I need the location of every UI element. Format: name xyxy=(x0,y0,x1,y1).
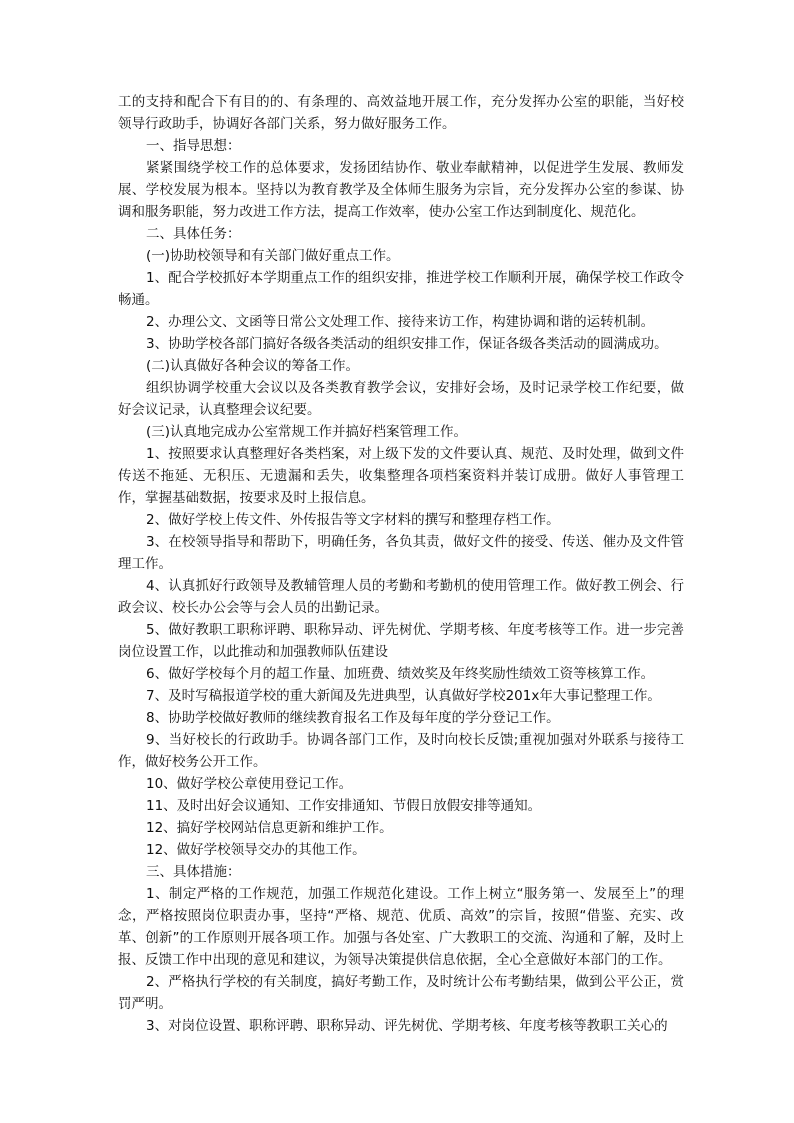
task-item: 11、及时出好会议通知、工作安排通知、节假日放假安排等通知。 xyxy=(146,798,542,814)
intro-paragraph: 工的支持和配合下有目的的、有条理的、高效益地开展工作，充分发挥办公室的职能，当好校领导行政助手，协调好各部门关系，努力做好服务工作。 xyxy=(118,94,684,132)
subheading-2: (二)认真做好各种会议的筹备工作。 xyxy=(146,358,360,374)
guiding-ideology-paragraph: 紧紧围绕学校工作的总体要求，发扬团结协作、敬业奉献精神，以促进学生发展、教师发展、学校发展为根本。坚持以为教育教学及全体师生服务为宗旨，充分发挥办公室的参谋、协调和服务职能，努力改进工作方法，提高工作效率，使办公室工作达到制度化、规范化。 xyxy=(118,160,684,220)
section-heading-measures: 三、具体措施： xyxy=(146,864,241,880)
section-heading-tasks: 二、具体任务： xyxy=(146,226,241,242)
task-item: 7、及时写稿报道学校的重大新闻及先进典型，认真做好学校201x年大事记整理工作。 xyxy=(146,688,661,704)
subheading-1: (一)协助校领导和有关部门做好重点工作。 xyxy=(146,248,400,264)
task-item: 8、协助学校做好教师的继续教育报名工作及每年度的学分登记工作。 xyxy=(146,710,560,726)
meetings-paragraph: 组织协调学校重大会议以及各类教育教学会议，安排好会场，及时记录学校工作纪要，做好会议记录，认真整理会议纪要。 xyxy=(118,380,684,418)
measure-item: 2、严格执行学校的有关制度，搞好考勤工作，及时统计公布考勤结果，做到公平公正，赏罚严明。 xyxy=(118,974,684,1012)
task-item: 2、办理公文、文函等日常公文处理工作、接待来访工作，构建协调和谐的运转机制。 xyxy=(146,314,655,330)
task-item: 9、当好校长的行政助手。协调各部门工作，及时向校长反馈;重视加强对外联系与接待工作，做好校务公开工作。 xyxy=(118,732,684,770)
task-item: 4、认真抓好行政领导及教辅管理人员的考勤和考勤机的使用管理工作。做好教工例会、行政会议、校长办公会等与会人员的出勤记录。 xyxy=(118,578,684,616)
section-heading-guiding-ideology: 一、指导思想： xyxy=(146,138,241,154)
task-item: 6、做好学校每个月的超工作量、加班费、绩效奖及年终奖励性绩效工资等核算工作。 xyxy=(146,666,655,682)
task-item: 10、做好学校公章使用登记工作。 xyxy=(146,776,353,792)
subheading-3: (三)认真地完成办公室常规工作并搞好档案管理工作。 xyxy=(146,424,468,440)
task-item: 12、搞好学校网站信息更新和维护工作。 xyxy=(146,820,393,836)
task-item: 1、配合学校抓好本学期重点工作的组织安排，推进学校工作顺利开展，确保学校工作政令畅通。 xyxy=(118,270,684,308)
task-item: 5、做好教职工职称评聘、职称异动、评先树优、学期考核、年度考核等工作。进一步完善岗位设置工作，以此推动和加强教师队伍建设 xyxy=(118,622,684,660)
task-item: 3、协助学校各部门搞好各级各类活动的组织安排工作，保证各级各类活动的圆满成功。 xyxy=(146,336,668,352)
measure-item: 1、制定严格的工作规范，加强工作规范化建设。工作上树立“服务第一、发展至上”的理念，严格按照岗位职责办事，坚持“严格、规范、优质、高效”的宗旨，按照“借鉴、充实、改革、创新”的工作原则开展各项工作。加强与各处室、广大教职工的交流、沟通和了解，及时上报、反馈工作中出现的意见和建议，为领导决策提供信息依据，全心全意做好本部门的工作。 xyxy=(118,886,684,968)
measure-item: 3、对岗位设置、职称评聘、职称异动、评先树优、学期考核、年度考核等教职工关心的 xyxy=(146,1018,668,1034)
task-item: 12、做好学校领导交办的其他工作。 xyxy=(146,842,366,858)
task-item: 1、按照要求认真整理好各类档案，对上级下发的文件要认真、规范、及时处理，做到文件传送不拖延、无积压、无遗漏和丢失，收集整理各项档案资料并装订成册。做好人事管理工作，掌握基础数据，按要求及时上报信息。 xyxy=(118,446,684,506)
task-item: 3、在校领导指导和帮助下，明确任务，各负其责，做好文件的接受、传送、催办及文件管理工作。 xyxy=(118,534,684,572)
task-item: 2、做好学校上传文件、外传报告等文字材料的撰写和整理存档工作。 xyxy=(146,512,560,528)
